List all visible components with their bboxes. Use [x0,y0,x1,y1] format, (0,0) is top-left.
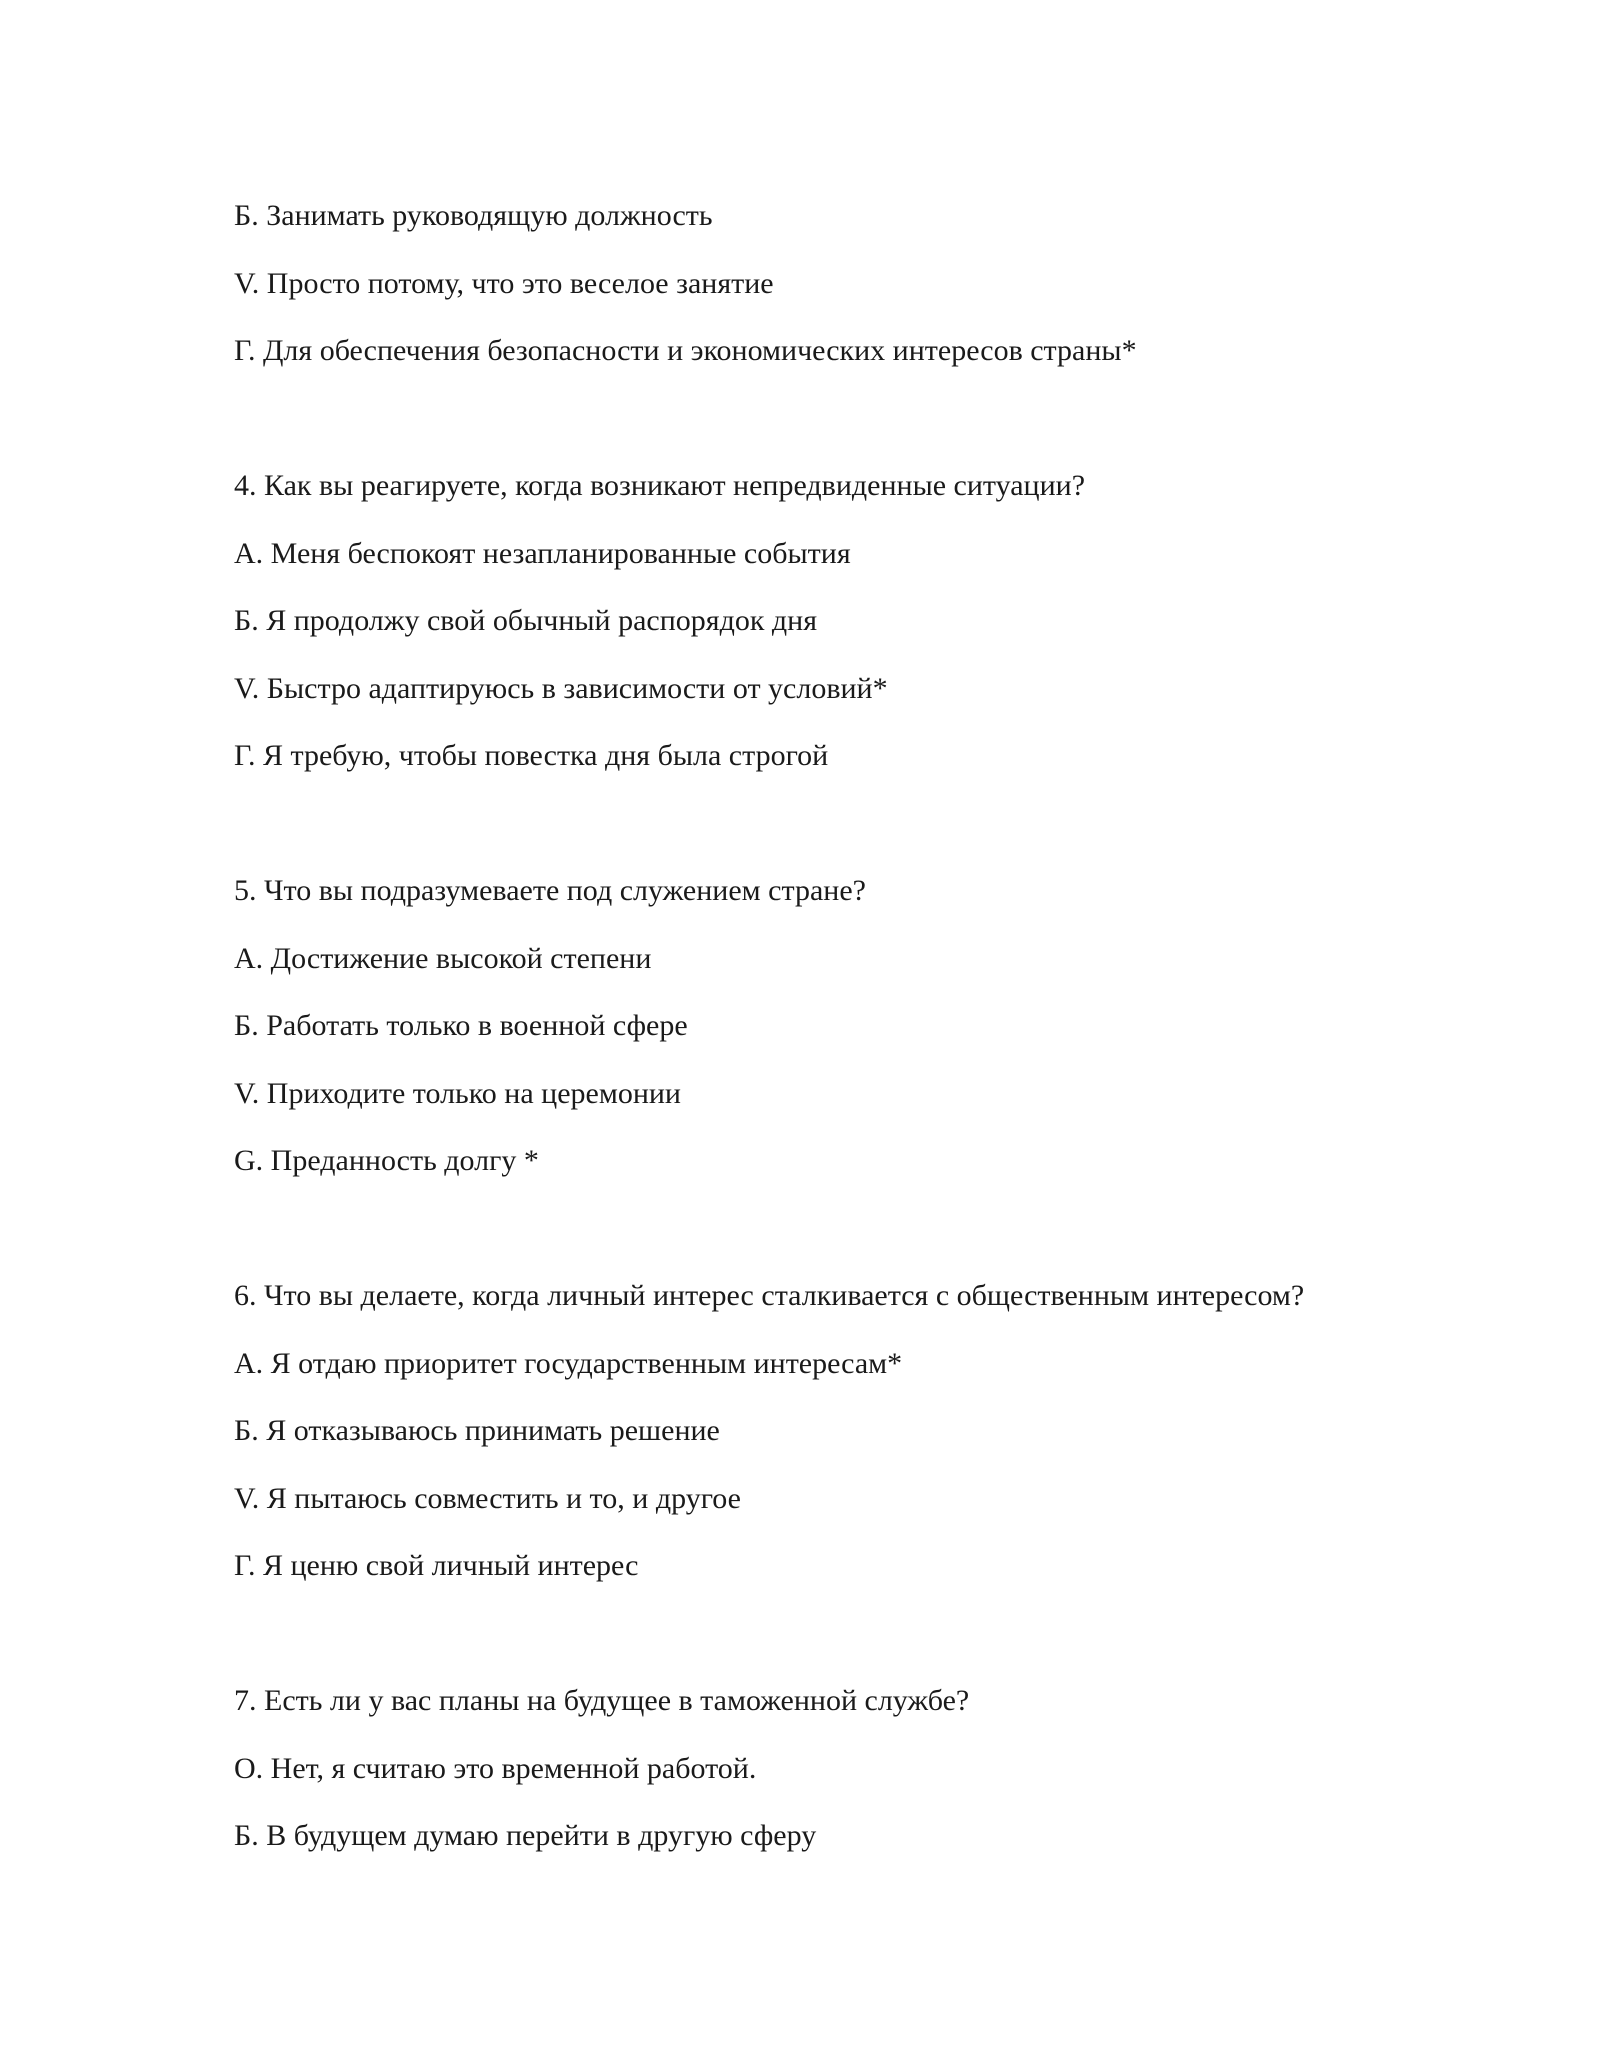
answer-option: V. Я пытаюсь совместить и то, и другое [234,1481,741,1515]
answer-option: О. Нет, я считаю это временной работой. [234,1751,757,1785]
answer-option: Б. Я продолжу свой обычный распорядок дня [234,604,818,637]
document-content [234,182,1414,1870]
answer-option: V. Быстро адаптируюсь в зависимости от условий* [234,671,888,705]
question-5: 5. Что вы подразумеваете под служением стране? [234,874,866,907]
answer-option: V. Просто потому, что это веселое занятие [234,266,774,300]
spacer [234,1195,1414,1263]
spacer [234,1600,1414,1668]
answer-option: Б. В будущем думаю перейти в другую сферу [234,1819,817,1852]
answer-option: А. Достижение высокой степени [234,941,652,975]
answer-option: G. Преданность долгу * [234,1144,539,1177]
answer-option: Б. Работать только в военной сфере [234,1009,688,1042]
answer-option: V. Приходите только на церемонии [234,1076,681,1110]
answer-option: Г. Я ценю свой личный интерес [234,1549,639,1582]
answer-option: Г. Для обеспечения безопасности и экономических интересов страны* [234,334,1137,367]
answer-option: Б. Занимать руководящую должность [234,199,713,232]
answer-option: А. Меня беспокоят незапланированные события [234,536,851,570]
answer-option: Г. Я требую, чтобы повестка дня была строгой [234,739,829,772]
question-6: 6. Что вы делаете, когда личный интерес сталкивается с общественным интересом? [234,1279,1305,1312]
question-7: 7. Есть ли у вас планы на будущее в таможенной службе? [234,1684,970,1717]
spacer [234,385,1414,453]
answer-option: Б. Я отказываюсь принимать решение [234,1414,720,1447]
answer-option: А. Я отдаю приоритет государственным интересам* [234,1346,903,1380]
spacer [234,790,1414,858]
question-4: 4. Как вы реагируете, когда возникают непредвиденные ситуации? [234,469,1086,502]
